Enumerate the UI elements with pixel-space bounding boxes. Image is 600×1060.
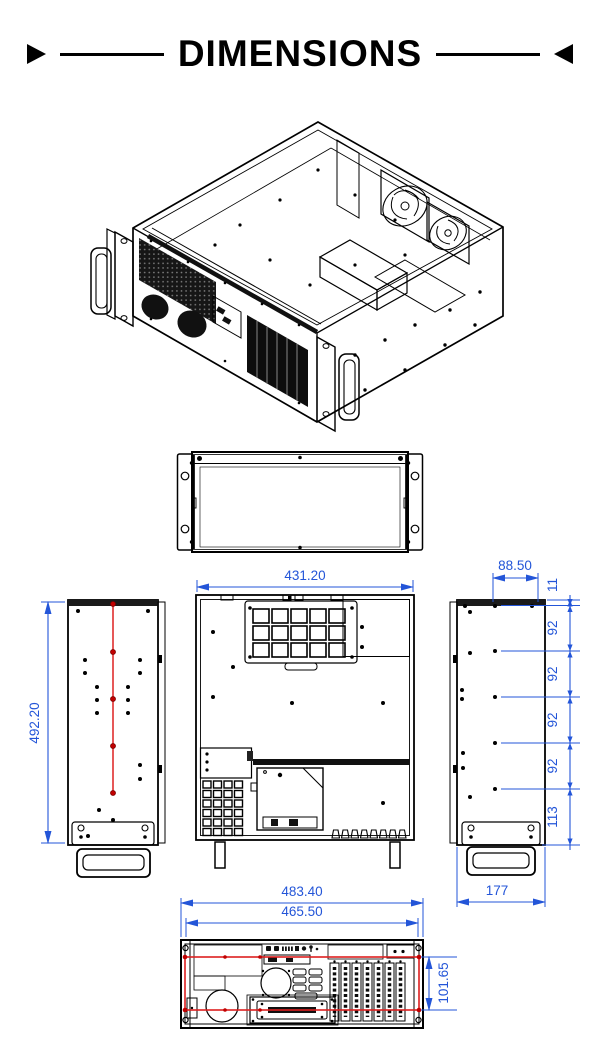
rear-view bbox=[165, 885, 465, 1035]
rear-height-dimension bbox=[421, 957, 457, 1010]
iso-fan-2 bbox=[424, 202, 473, 264]
dim-chain-92c-label: 92 bbox=[545, 712, 560, 728]
top-fan-bracket bbox=[245, 601, 357, 670]
dim-chain-92b-label: 92 bbox=[545, 666, 560, 682]
top-view-dimension bbox=[197, 568, 413, 592]
rear-body bbox=[181, 940, 423, 1028]
rear-dsub-connectors bbox=[293, 969, 322, 999]
dim-top-width-label: 431.20 bbox=[284, 568, 326, 583]
right-depth-dimension bbox=[457, 847, 545, 907]
dim-rear-inner-label: 465.50 bbox=[281, 904, 323, 919]
dim-top-hole-span-label: 88.50 bbox=[498, 558, 532, 573]
right-side-handle bbox=[467, 847, 535, 875]
right-side-body bbox=[450, 600, 545, 875]
right-chain-dimension bbox=[501, 578, 580, 850]
dim-side-height-label: 492.20 bbox=[27, 702, 42, 744]
arrow-right-icon bbox=[27, 44, 46, 64]
dim-chain-11-label: 11 bbox=[545, 577, 560, 593]
top-view-body bbox=[196, 595, 414, 868]
top-lower-assembly bbox=[201, 748, 411, 838]
iso-side-holes bbox=[353, 290, 481, 391]
front-mesh-panel bbox=[192, 452, 408, 552]
right-side-rear-bracket bbox=[462, 822, 540, 845]
left-side-body bbox=[68, 600, 165, 877]
dim-chain-92a-label: 92 bbox=[545, 620, 560, 636]
title-rule-right bbox=[436, 53, 540, 56]
right-side-view bbox=[445, 555, 600, 915]
dim-rear-cutout-label: 101.65 bbox=[436, 962, 451, 1004]
rear-io-icons bbox=[266, 945, 318, 952]
top-view bbox=[185, 565, 425, 875]
iso-right-ear bbox=[317, 337, 359, 431]
rear-expansion-slots bbox=[330, 960, 405, 1021]
left-side-rear-bracket bbox=[72, 822, 154, 845]
left-side-handle bbox=[77, 849, 150, 877]
dim-rear-outer-label: 483.40 bbox=[281, 884, 323, 899]
left-side-dimension bbox=[27, 602, 65, 843]
right-top-dimension bbox=[493, 558, 538, 602]
title-bar bbox=[0, 30, 600, 78]
iso-front-panel bbox=[137, 238, 308, 407]
dim-chain-113-label: 113 bbox=[545, 806, 560, 828]
dim-chain-92d-label: 92 bbox=[545, 758, 560, 774]
iso-fan-1 bbox=[376, 170, 435, 242]
title-rule-left bbox=[60, 53, 164, 56]
iso-floor-holes bbox=[213, 168, 406, 286]
iso-drive-unit bbox=[320, 240, 465, 312]
arrow-left-icon bbox=[554, 44, 573, 64]
rear-dimensions bbox=[181, 884, 423, 937]
iso-left-ear bbox=[91, 229, 133, 326]
left-side-view bbox=[25, 560, 175, 890]
isometric-chassis-view bbox=[55, 100, 545, 450]
left-side-centerline bbox=[111, 602, 116, 796]
page-title: DIMENSIONS bbox=[177, 33, 423, 74]
dim-depth-label: 177 bbox=[485, 883, 509, 898]
front-panel-view bbox=[175, 450, 425, 555]
